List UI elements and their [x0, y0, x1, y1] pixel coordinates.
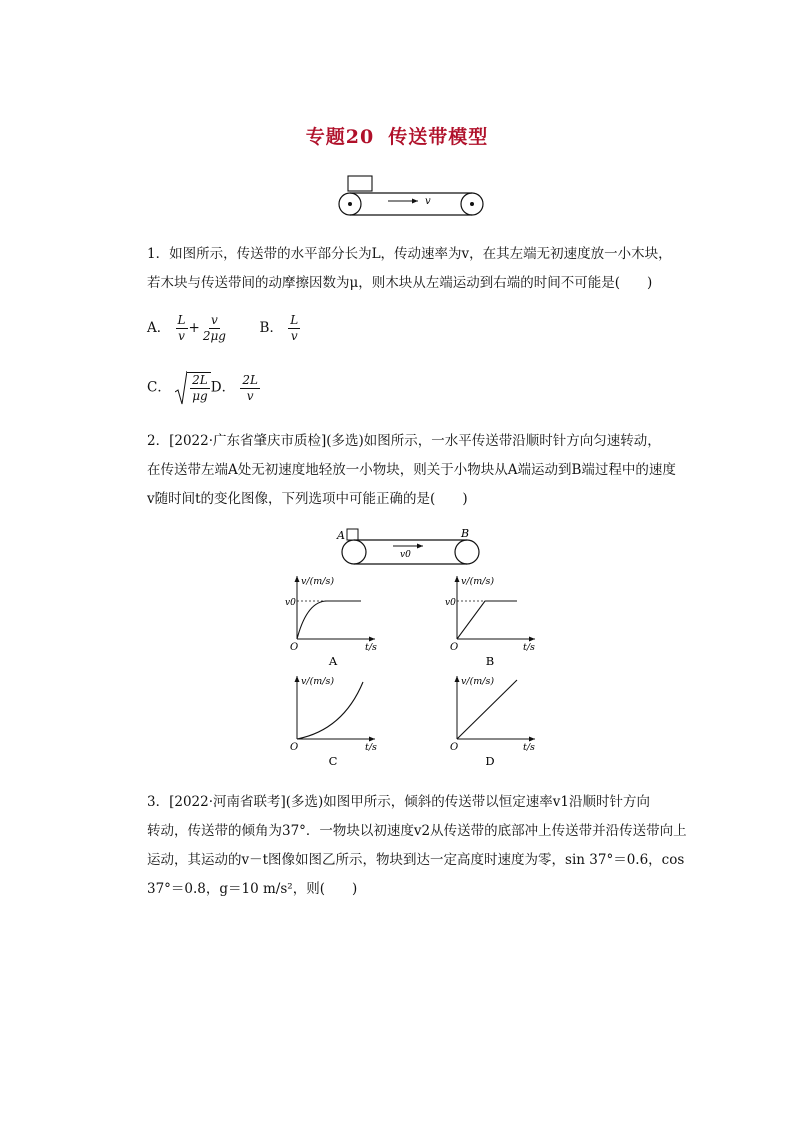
- option-a-frac2: $\frac{v}{2\mu g}$: [202, 313, 226, 343]
- svg-text:O: O: [450, 642, 459, 653]
- page-title: 专题20 传送带模型: [305, 126, 489, 148]
- svg-text:v0: v0: [400, 550, 411, 560]
- option-b-label: B．: [259, 320, 283, 336]
- option-c-sqrt: $\frac{2L}{\mu g}$: [175, 370, 211, 406]
- question-2: [147, 427, 676, 514]
- graph-a: [283, 572, 383, 668]
- q2-line3: v随时间t的变化图像，下列选项中可能正确的是( ): [147, 491, 468, 507]
- question-1: [147, 240, 672, 298]
- svg-text:D: D: [485, 754, 495, 768]
- svg-text:t/s: t/s: [523, 742, 535, 753]
- question-3: [147, 788, 687, 904]
- svg-text:t/s: t/s: [365, 642, 377, 653]
- q1-line2: 若木块与传送带间的动摩擦因数为μ，则木块从左端运动到右端的时间不可能是( ): [147, 275, 653, 291]
- q3-line2: 转动，传送带的倾角为37°．一物块以初速度v2从传送带的底部冲上传送带并沿传送带向上: [147, 823, 687, 839]
- figure-conveyor-belt-2: [330, 527, 490, 575]
- svg-text:B: B: [485, 654, 495, 668]
- svg-text:A: A: [328, 654, 338, 668]
- q1-options-cd: [147, 370, 261, 406]
- velocity-label: v: [425, 196, 431, 207]
- svg-text:O: O: [290, 742, 299, 753]
- q1-options-ab: A． $\frac{L}{v}$ + $\frac{v}{2\mu g}$ B． $\frac{L}{v}$: [147, 313, 299, 343]
- wood-block: [348, 176, 372, 191]
- q1-line1: 1．如图所示，传送带的水平部分长为L，传动速率为v，在其左端无初速度放一小木块，: [147, 246, 672, 262]
- svg-text:B: B: [461, 527, 470, 540]
- q2-line1: 2．[2022·广东省肇庆市质检](多选)如图所示，一水平传送带沿顺时针方向匀速转动，: [147, 433, 661, 449]
- svg-text:v/(m/s): v/(m/s): [301, 576, 335, 587]
- svg-text:v0: v0: [445, 598, 456, 608]
- svg-text:v0: v0: [285, 598, 296, 608]
- q2-line2: 在传送带左端A处无初速度地轻放一小物块，则关于小物块从A端运动到B端过程中的速度: [147, 462, 676, 478]
- q3-line1: 3．[2022·河南省联考](多选)如图甲所示，倾斜的传送带以恒定速率v1沿顺时针方向: [147, 794, 651, 810]
- svg-text:v/(m/s): v/(m/s): [461, 676, 495, 687]
- svg-text:t/s: t/s: [365, 742, 377, 753]
- svg-text:O: O: [450, 742, 459, 753]
- q3-line4: 37°＝0.8，g＝10 m/s²，则( ): [147, 881, 358, 897]
- graph-d: [443, 672, 543, 768]
- svg-text:O: O: [290, 642, 299, 653]
- option-d-label: D．: [210, 379, 236, 396]
- svg-text:C: C: [328, 754, 338, 768]
- figure-conveyor-belt-1: [330, 172, 490, 218]
- option-b-frac: $\frac{L}{v}$: [290, 313, 299, 343]
- option-a-frac1: $\frac{L}{v}$: [177, 313, 186, 343]
- option-c-label: C．: [147, 379, 171, 396]
- option-d-frac: $\frac{2L}{v}$: [242, 372, 258, 403]
- graph-c: [283, 672, 383, 768]
- option-a-label: A．: [147, 320, 171, 336]
- graph-b: [443, 572, 543, 668]
- q3-line3: 运动，其运动的v－t图像如图乙所示，物块到达一定高度时速度为零，sin 37°＝0.6，cos: [147, 852, 685, 868]
- svg-text:v/(m/s): v/(m/s): [461, 576, 495, 587]
- svg-text:A: A: [337, 529, 345, 542]
- small-block: [347, 529, 358, 540]
- svg-text:t/s: t/s: [523, 642, 535, 653]
- svg-text:v/(m/s): v/(m/s): [301, 676, 335, 687]
